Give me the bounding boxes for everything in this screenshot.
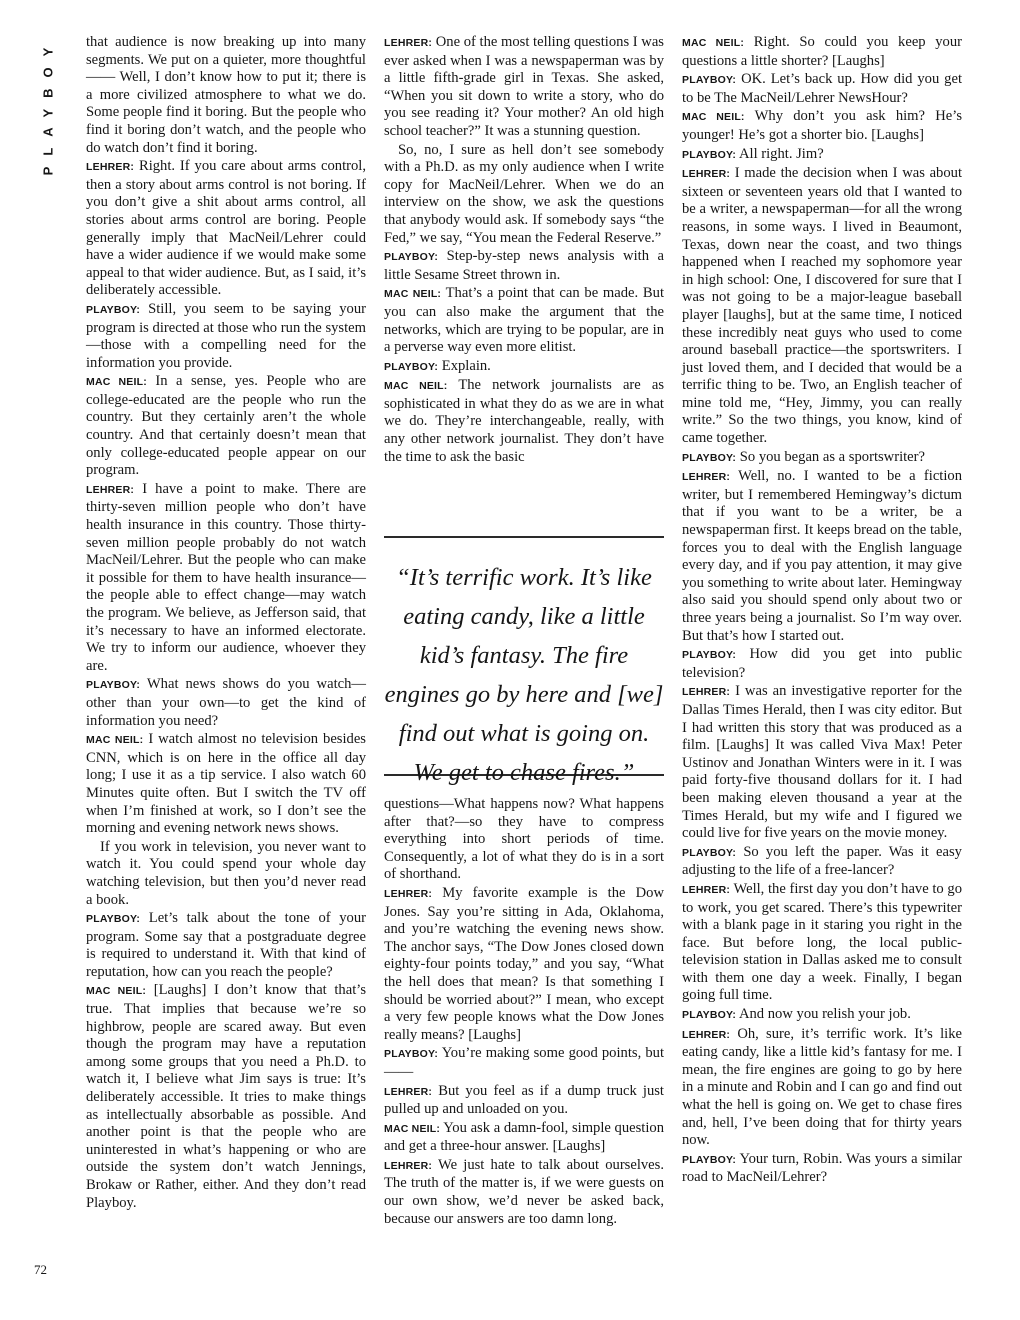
paragraph-text: Why don’t you ask him? He’s younger! He’s got a shorter bio. [Laughs] <box>682 108 962 143</box>
paragraph-text: Well, no. I wanted to be a fiction writer, but I remembered Hemingway’s dictum that if you want to be a writer, be a newspaperman first. It keeps bread on the table, forces you to deal with the English language every day, and if you pay attention, it may give you something to write about later. Hemingway also said you should spend only about two or three years being a journalist. So I’m way over. But that’s how I started out. <box>682 468 962 644</box>
speaker-label: MAC NEIL: <box>384 380 448 393</box>
paragraph-text: We just hate to talk about ourselves. The truth of the matter is, if we were guests on our own show, we’d never be asked back, because our answers are too damn long. <box>384 1156 664 1227</box>
paragraph-text: One of the most telling questions I was ever asked when I was a newspaperman was by a little fifth-grade girl in Texas. She asked, “When you sit down to write a story, who do you see reading it? Your mother? An old high school teacher?” It was a stunning question. <box>384 34 664 139</box>
paragraph <box>86 481 366 676</box>
paragraph <box>682 449 962 468</box>
paragraph-text: So you left the paper. Was it easy adjusting to the life of a free-lancer? <box>682 843 962 879</box>
paragraph <box>682 165 962 448</box>
paragraph <box>86 34 366 157</box>
paragraph <box>682 1006 962 1025</box>
paragraph <box>682 881 962 1005</box>
paragraph-text: Right. If you care about arms control, then a story about arms control is not boring. If you don’t give a shit about arms control, all stories about arms control are boring. People generally imply that MacNeil/Lehrer could have a wider audience if we would make some appeal to that wider audience. But, as I said, it’s deliberately accessible. <box>86 158 367 299</box>
speaker-label: PLAYBOY: <box>384 251 439 264</box>
paragraph <box>86 676 366 730</box>
paragraph-text: Step-by-step news analysis with a little Sesame Street thrown in. <box>384 248 665 283</box>
paragraph <box>86 910 366 981</box>
paragraph <box>86 158 366 300</box>
speaker-label: MAC NEIL: <box>682 37 745 49</box>
pull-quote-text: “It’s terrific work. It’s like eating candy, like a little kid’s fantasy. The fire engines go by here and [we] find out what is going on. We get to chase fires.” <box>384 564 664 786</box>
paragraph <box>384 1120 664 1156</box>
speaker-label: PLAYBOY: <box>86 679 141 692</box>
paragraph <box>384 1157 664 1228</box>
paragraph <box>682 468 962 645</box>
paragraph-text: Let’s talk about the tone of your program. Some say that a postgraduate degree is required to understand it. With that kind of reputation, how can you reach the people? <box>86 910 366 980</box>
paragraph <box>682 108 962 144</box>
paragraph <box>384 285 664 356</box>
column-2-top <box>384 34 664 466</box>
paragraph <box>384 142 664 248</box>
paragraph-text: So you began as a sportswriter? <box>739 448 925 465</box>
paragraph-text: You ask a damn-fool, simple question and get a three-hour answer. [Laughs] <box>384 1119 665 1155</box>
speaker-label: MAC NEIL: <box>86 985 147 998</box>
speaker-label: LEHRER: <box>682 686 731 699</box>
speaker-label: LEHRER: <box>384 1085 433 1098</box>
speaker-label: PLAYBOY: <box>384 360 439 373</box>
speaker-label: MAC NEIL: <box>86 734 144 747</box>
paragraph <box>384 358 664 377</box>
paragraph <box>384 1045 664 1081</box>
paragraph-text: Your turn, Robin. Was yours a similar road to MacNeil/Lehrer? <box>682 1150 963 1186</box>
paragraph <box>682 1026 962 1150</box>
speaker-label: PLAYBOY: <box>682 451 737 464</box>
speaker-label: PLAYBOY: <box>86 303 141 316</box>
magazine-masthead-vertical <box>28 36 68 176</box>
paragraph <box>86 839 366 909</box>
paragraph-text: What news shows do you watch—other than your own—to get the kind of information you need? <box>86 676 366 729</box>
speaker-label: LEHRER: <box>682 1028 731 1041</box>
paragraph <box>682 146 962 165</box>
paragraph-text: But you feel as if a dump truck just pulled up and unloaded on you. <box>384 1082 664 1118</box>
speaker-label: PLAYBOY: <box>682 649 737 662</box>
paragraph <box>384 248 664 284</box>
paragraph <box>86 731 366 838</box>
paragraph-text: I have a point to make. There are thirty-seven million people who don’t have health insurance in this country. Those thirty-seven million people probably do not watch MacNeil/Lehrer. But the people who can make it possible for them to have health insurance—the people able to effect change—may watch the program. We believe, as Jefferson said, that it’s necessary to have an informed electorate. We try to inform our audience, whoever they are. <box>86 480 366 674</box>
paragraph-text: And now you relish your job. <box>738 1006 911 1023</box>
speaker-label: LEHRER: <box>384 37 433 49</box>
paragraph-text: Still, you seem to be saying your program is directed at those who run the system—those with a compelling need for the information you provide. <box>86 300 366 371</box>
paragraph-text: questions—What happens now? What happens after that?—so they have to compress everything into short periods of time. Consequently, a lot of what they do is in a sort of shorthand. <box>384 796 664 883</box>
paragraph-text: All right. Jim? <box>738 145 824 162</box>
paragraph-text: Well, the first day you don’t have to go to work, you get scared. There’s this typewriter with a blank page in it staring you right in the face. But before long, the local public-television station in Dallas asked me to consult with them one day a week. Finally, I began going full time. <box>682 880 962 1004</box>
pull-quote-box <box>384 536 664 786</box>
paragraph-text: that audience is now breaking up into many segments. We put on a quieter, more thoughtful—— Well, I don’t know how to put it; there is a more civilized atmosphere to what we do. Some people find it boring. But the people who find it boring don’t watch, and the people who do watch don’t find it boring. <box>86 34 366 156</box>
paragraph <box>682 1151 962 1187</box>
paragraph-text: So, no, I sure as hell don’t see somebody with a Ph.D. as my only audience when I write copy for MacNeil/Lehrer. When we do an interview on the show, we ask the questions that anybody would ask. If somebody says “the Fed,” we say, “You mean the Federal Reserve.” <box>384 141 664 246</box>
paragraph <box>86 301 366 372</box>
paragraph-text: That’s a point that can be made. But you can also make the argument that the networks, which are trying to be popular, are in a perverse way even more elitist. <box>384 285 664 356</box>
speaker-label: MAC NEIL: <box>384 1122 441 1135</box>
column-2-bottom <box>384 796 664 1228</box>
speaker-label: PLAYBOY: <box>682 74 737 87</box>
paragraph-text: You’re making some good points, but—— <box>384 1045 664 1080</box>
paragraph <box>682 71 962 107</box>
paragraph <box>384 885 664 1044</box>
paragraph-text: How did you get into public television? <box>682 646 962 681</box>
paragraph <box>682 646 962 682</box>
speaker-label: LEHRER: <box>682 471 731 484</box>
speaker-label: LEHRER: <box>384 887 433 900</box>
paragraph <box>86 373 366 480</box>
speaker-label: PLAYBOY: <box>682 148 737 161</box>
speaker-label: LEHRER: <box>682 168 731 181</box>
paragraph-text: My favorite example is the Dow Jones. Say you’re sitting in Ada, Oklahoma, and you’re watching the evening news show. The anchor says, “The Dow Jones closed down eighty-four points today,” and you say, “What the hell does that mean? Is that something I should be worried about?” I mean, who except a very few people knows what the Dow Jones really means? [Laughs] <box>384 884 664 1043</box>
paragraph-text: OK. Let’s back up. How did you get to be The MacNeil/Lehrer NewsHour? <box>682 71 962 106</box>
paragraph <box>384 796 664 884</box>
paragraph-text: I was an investigative reporter for the Dallas Times Herald, then I was city editor. But I had written this story that was produced as a film. [Laughs] It was called Viva Max! Peter Ustinov and Jonathan Winters were in it. I was paid forty-five thousand dollars for it. I had been making eleven thousand a year at the Times Herald, but my wife and I figured we could live for five years on the movie money. <box>682 683 962 842</box>
paragraph <box>384 377 664 466</box>
paragraph <box>384 34 664 141</box>
speaker-label: PLAYBOY: <box>682 846 737 859</box>
paragraph <box>682 683 962 842</box>
paragraph-text: I made the decision when I was about sixteen or seventeen years old that I wanted to be a writer, a newspaperman—for all the wrong reasons, in some ways. I lived in Beaumont, Texas, down near the coast, and two things happened when I reached my sophomore year in high school: One, I discovered for sure that I was not going to be a major-league baseball player [laughs], but at the same time, I noticed these incredibly neat guys who used to come around baseball practice—the sportswriters. I just loved them, and I decided that would be a terrific thing to be. Two, an English teacher of mine told me, “Hey, Jimmy, you can really write.” So the two things, you know, kind of came together. <box>682 165 962 447</box>
page-number: 72 <box>34 1262 47 1277</box>
speaker-label: MAC NEIL: <box>682 111 745 124</box>
paragraph <box>682 844 962 880</box>
speaker-label: LEHRER: <box>86 483 135 496</box>
speaker-label: PLAYBOY: <box>86 913 141 926</box>
column-3 <box>682 34 962 1187</box>
paragraph-text: In a sense, yes. People who are college-educated are the people who run the country. But they certainly aren’t the whole country. And that certainly doesn’t mean that only college-educated people appear on our program. <box>86 373 366 479</box>
speaker-label: PLAYBOY: <box>384 1048 439 1061</box>
masthead-text: PLAYBOY <box>40 36 56 176</box>
paragraph-text: [Laughs] I don’t know that that’s true. That implies that because we’re so highbrow, people are scared away. But even though the program may have a reputation among some groups that you need a Ph.D. to watch it, I believe what Jim says is true: It’s deliberately accessible. It tries to make things as intellectually absorbable as possible. And another point is that the people who are uninterested in what’s happening or who are outside the system don’t watch Jennings, Brokaw or Rather, either. And they don’t read Playboy. <box>86 982 366 1211</box>
speaker-label: LEHRER: <box>384 1159 433 1172</box>
paragraph-text: Explain. <box>441 357 491 374</box>
speaker-label: LEHRER: <box>682 883 731 896</box>
paragraph-text: Right. So could you keep your questions a little shorter? [Laughs] <box>682 34 962 69</box>
paragraph-text: I watch almost no television besides CNN, which is on here in the office all day long; I use it as a tip service. I also watch 60 Minutes quite often. But I switch the TV off when I’m finished at work, so I don’t see the morning and evening network news shows. <box>86 731 366 837</box>
speaker-label: MAC NEIL: <box>86 376 147 389</box>
paragraph <box>86 982 366 1212</box>
column-1 <box>86 34 366 1212</box>
speaker-label: MAC NEIL: <box>384 288 442 301</box>
speaker-label: PLAYBOY: <box>682 1009 737 1022</box>
speaker-label: LEHRER: <box>86 161 135 174</box>
paragraph-text: The network journalists are as sophisticated in what they do as we are in what we do. They’re interchangeable, really, with any other network journalist. They don’t have the time to ask the basic <box>384 377 665 465</box>
paragraph <box>682 34 962 70</box>
paragraph <box>384 1083 664 1119</box>
paragraph-text: Oh, sure, it’s terrific work. It’s like eating candy, like a little kid’s fantasy for me. I mean, the fire engines are going to go by here in a minute and Robin and I can go and find out what the hell is going on. We get to chase fires and, hell, I’ve been doing that for thirty years now. <box>682 1025 962 1149</box>
paragraph-text: If you work in television, you never want to watch it. You could spend your whole day watching television, but then you’d never read a book. <box>86 838 366 908</box>
speaker-label: PLAYBOY: <box>682 1153 737 1166</box>
